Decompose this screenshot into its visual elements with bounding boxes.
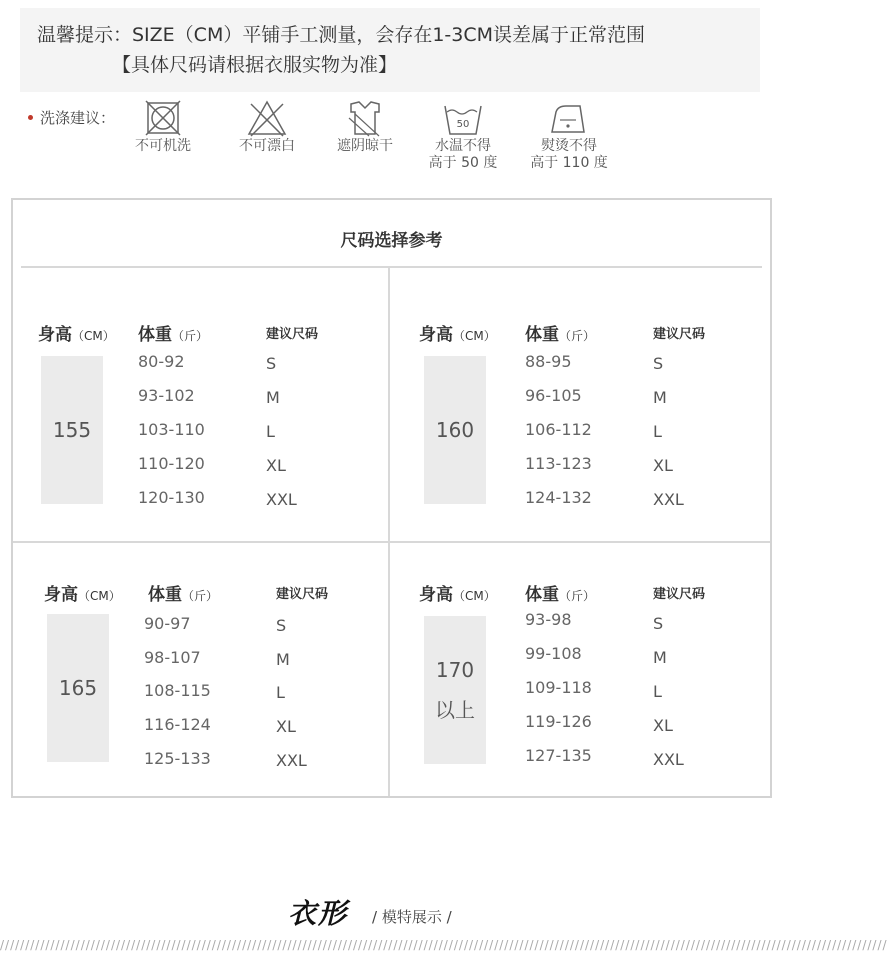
care-item-label-2: 高于 110 度 <box>530 155 608 171</box>
size-chart-title: 尺码选择参考 <box>340 231 443 251</box>
size-value: XXL <box>653 490 684 509</box>
care-item-label: 不可机洗 <box>135 138 191 154</box>
care-item-iron <box>514 98 624 172</box>
size-value: M <box>276 650 290 669</box>
weight-range: 88-95 <box>525 352 572 371</box>
height-value: 165 <box>47 614 109 762</box>
weight-range: 127-135 <box>525 746 592 765</box>
size-value: XL <box>653 716 673 735</box>
wash-temp-value: 50 <box>456 119 470 130</box>
size-value: S <box>266 354 277 373</box>
weight-range: 125-133 <box>144 749 211 768</box>
notice-line-1: 温馨提示：SIZE（CM）平铺手工测量，会存在1-3CM误差属于正常范围 <box>37 24 646 46</box>
size-group-170 <box>419 580 789 842</box>
weight-range: 80-92 <box>138 352 185 371</box>
notice-banner <box>20 8 760 92</box>
weight-range: 99-108 <box>525 644 582 663</box>
weight-range: 119-126 <box>525 712 592 731</box>
notice-line-2: 【具体尺码请根据衣服实物为准】 <box>112 54 398 76</box>
wash-temp-icon <box>441 98 485 138</box>
size-value: L <box>653 682 662 701</box>
weight-range: 106-112 <box>525 420 592 439</box>
care-item-no-bleach <box>212 98 322 155</box>
weight-range: 93-98 <box>525 610 572 629</box>
section-title: / 模特展示 / <box>372 908 452 926</box>
weight-range: 120-130 <box>138 488 205 507</box>
weight-range: 116-124 <box>144 715 211 734</box>
size-chart <box>11 198 772 798</box>
weight-range: 90-97 <box>144 614 191 633</box>
divider <box>21 266 762 268</box>
size-value: XL <box>266 456 286 475</box>
weight-header: 体重（斤） <box>525 585 596 605</box>
care-item-label-1: 水温不得 <box>435 138 491 154</box>
shade-dry-icon <box>345 98 385 138</box>
weight-range: 98-107 <box>144 648 201 667</box>
care-item-label-1: 熨烫不得 <box>541 138 597 154</box>
size-value: XXL <box>276 751 307 770</box>
size-value: L <box>653 422 662 441</box>
size-value: S <box>653 614 664 633</box>
size-value: M <box>266 388 280 407</box>
weight-range: 93-102 <box>138 386 195 405</box>
size-value: S <box>276 616 287 635</box>
care-item-wash-temp <box>408 98 518 172</box>
height-value: 170 以上 <box>424 616 486 764</box>
size-header: 建议尺码 <box>266 327 319 342</box>
height-header: 身高（CM） <box>419 585 496 605</box>
weight-header: 体重（斤） <box>148 585 219 605</box>
no-machine-wash-icon <box>143 98 183 138</box>
height-value: 155 <box>41 356 103 504</box>
weight-header: 体重（斤） <box>138 325 209 345</box>
weight-header: 体重（斤） <box>525 325 596 345</box>
size-value: XL <box>653 456 673 475</box>
size-value: L <box>276 683 285 702</box>
care-item-no-machine-wash <box>108 98 218 155</box>
no-bleach-icon <box>245 98 289 138</box>
care-item-shade-dry <box>310 98 420 155</box>
weight-range: 108-115 <box>144 681 211 700</box>
dashed-divider: //////////////////////////////////////////////////////////////////////////////////////////////////////////////////////////////////////////////////////////////////////////////// <box>0 938 888 952</box>
size-value: M <box>653 388 667 407</box>
care-instructions <box>24 98 764 188</box>
height-note: 以上 <box>435 698 475 722</box>
care-item-label-2: 高于 50 度 <box>428 155 498 171</box>
size-group-165 <box>44 580 414 842</box>
weight-range: 113-123 <box>525 454 592 473</box>
size-value: XXL <box>266 490 297 509</box>
size-value: L <box>266 422 275 441</box>
brand-logo: 衣形 <box>288 897 349 930</box>
weight-range: 109-118 <box>525 678 592 697</box>
size-value: S <box>653 354 664 373</box>
height-value: 160 <box>424 356 486 504</box>
weight-range: 124-132 <box>525 488 592 507</box>
care-item-label: 不可漂白 <box>239 138 295 154</box>
care-item-label: 遮阴晾干 <box>337 138 393 154</box>
height-header: 身高（CM） <box>44 585 121 605</box>
size-value: M <box>653 648 667 667</box>
size-group-160 <box>419 320 789 582</box>
weight-range: 110-120 <box>138 454 205 473</box>
height-header: 身高（CM） <box>419 325 496 345</box>
weight-range: 96-105 <box>525 386 582 405</box>
size-header: 建议尺码 <box>276 587 329 602</box>
size-group-155 <box>38 320 408 582</box>
weight-range: 103-110 <box>138 420 205 439</box>
bullet-dot <box>28 115 33 120</box>
size-header: 建议尺码 <box>653 587 706 602</box>
size-value: XL <box>276 717 296 736</box>
iron-icon <box>546 98 592 138</box>
size-value: XXL <box>653 750 684 769</box>
size-header: 建议尺码 <box>653 327 706 342</box>
care-label: 洗涤建议： <box>40 109 116 127</box>
height-header: 身高（CM） <box>38 325 115 345</box>
